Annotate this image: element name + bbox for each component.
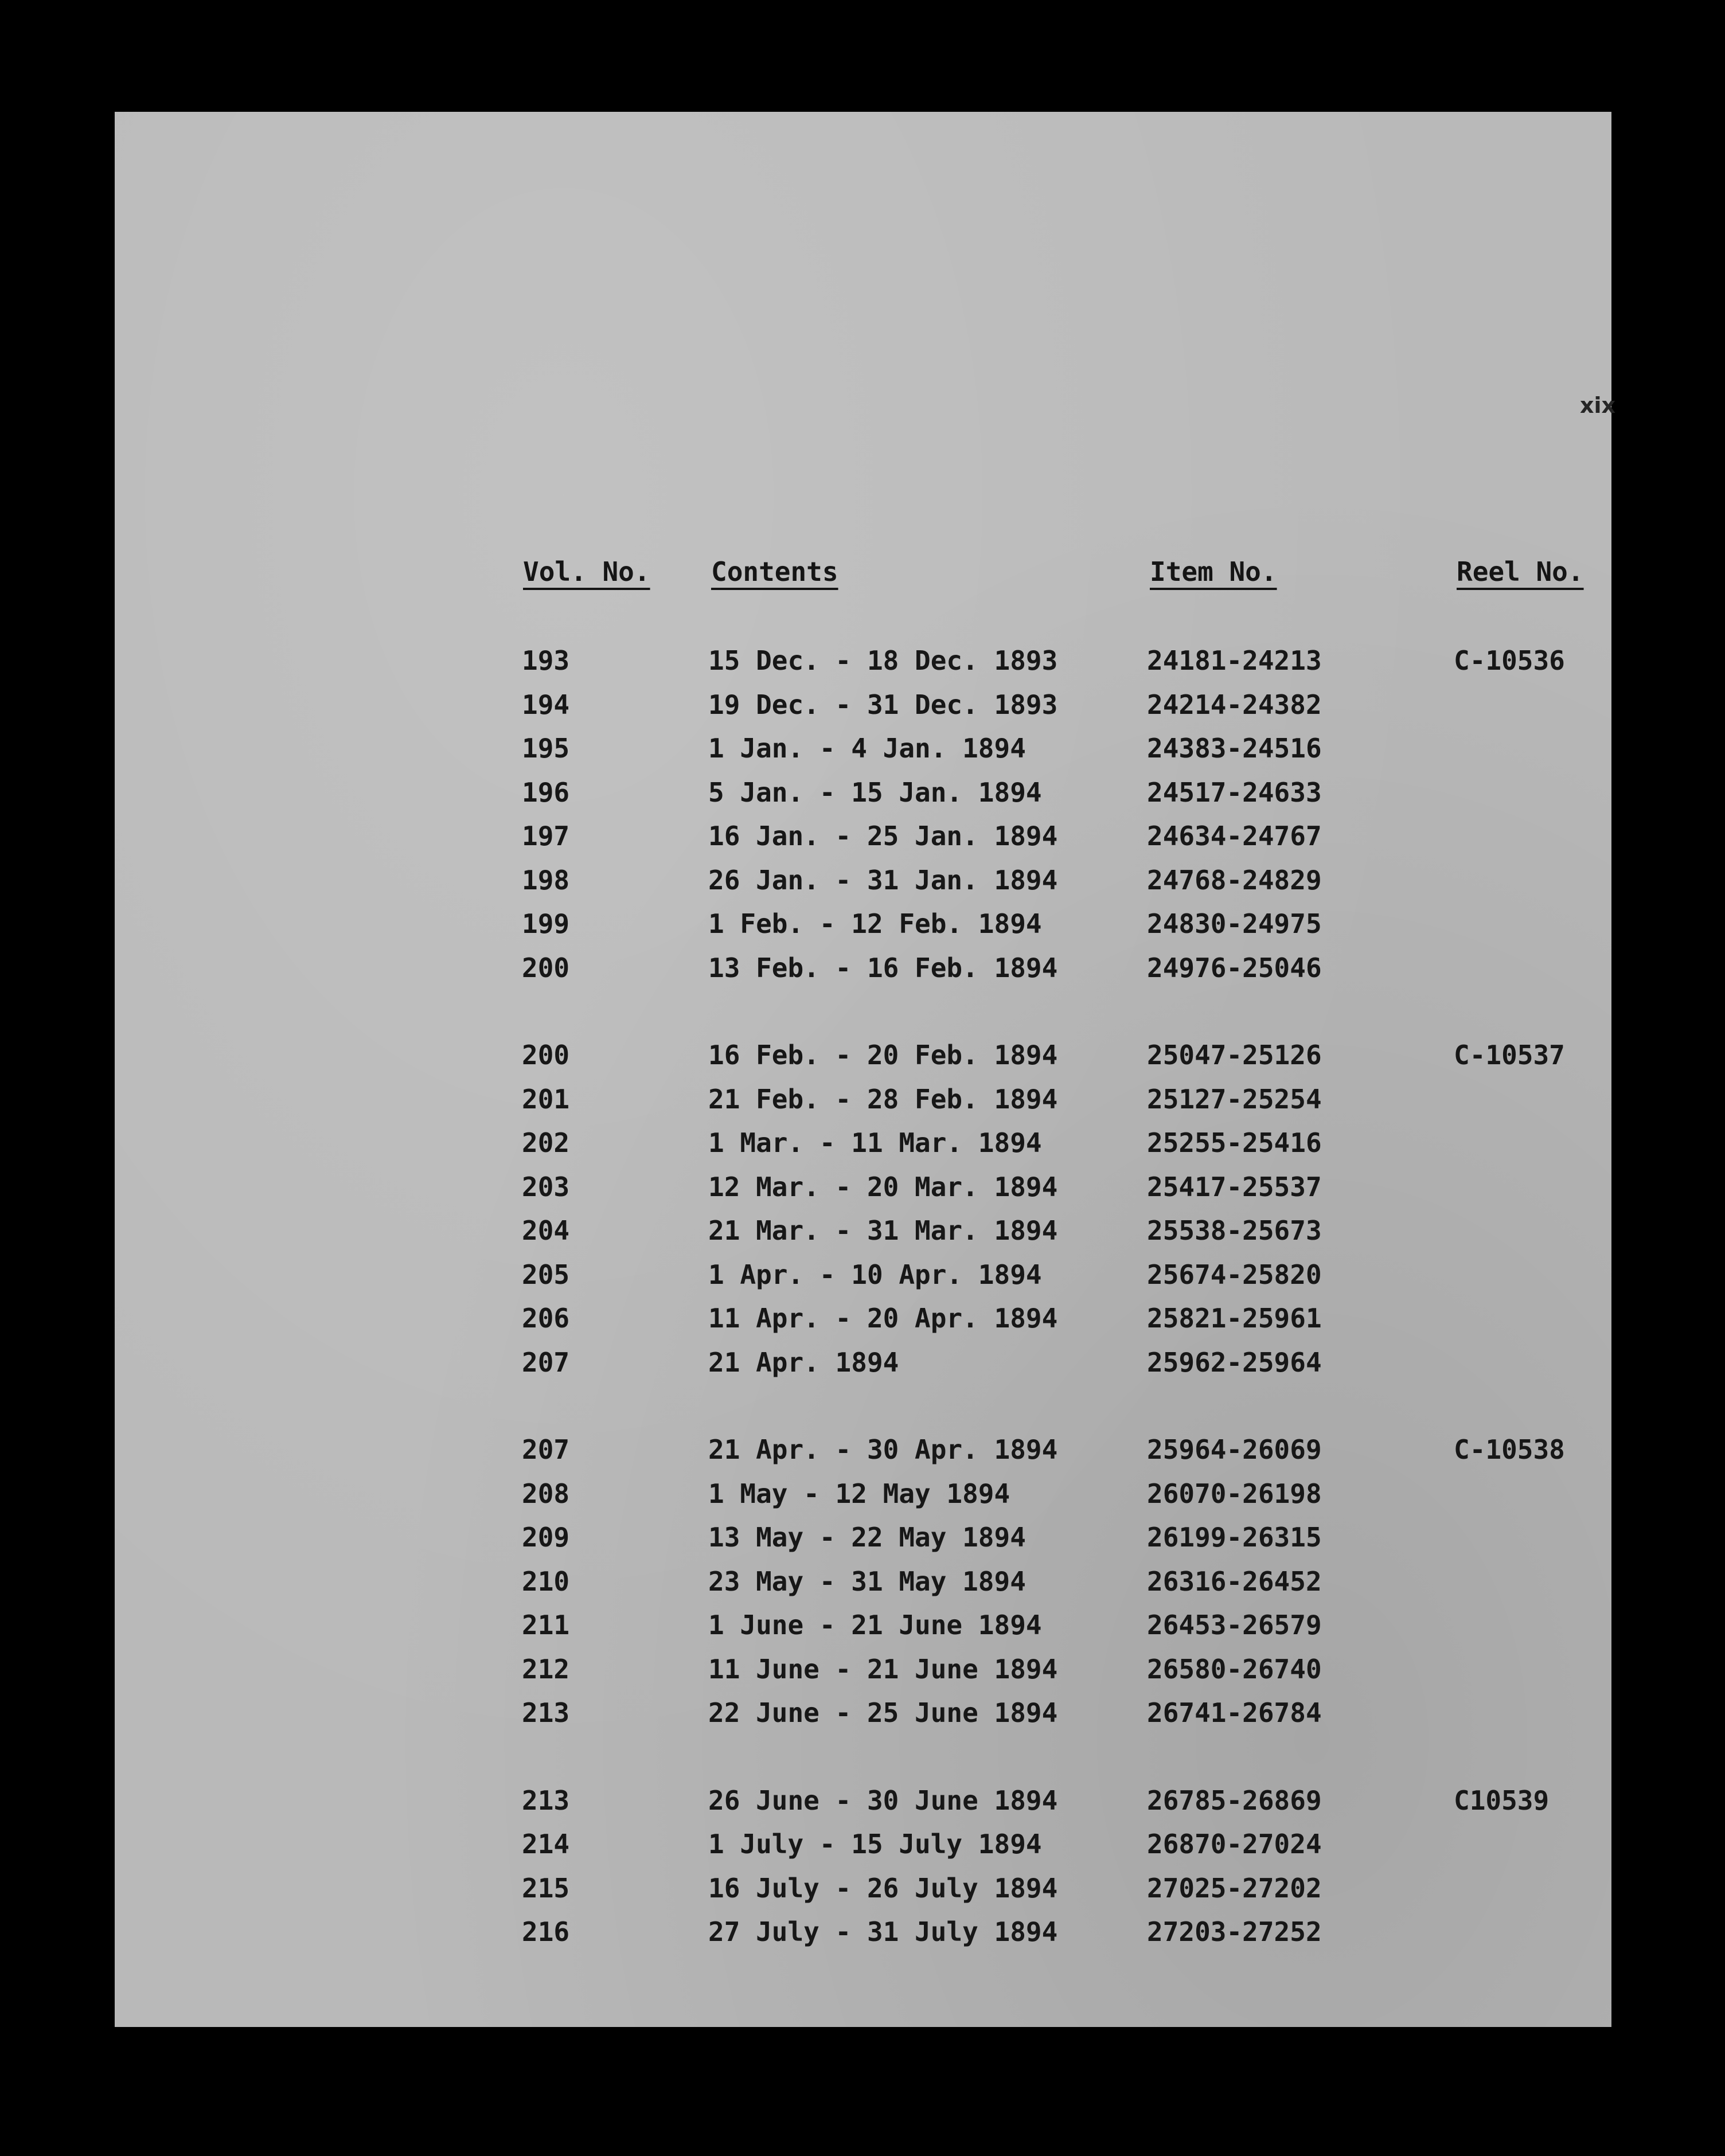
item-no-cell: 24830-24975	[1147, 908, 1322, 939]
vol-no-cell: 211	[522, 1610, 570, 1641]
table-row	[115, 1083, 1322, 1118]
contents-cell: 11 June - 21 June 1894	[708, 1653, 1058, 1685]
contents-cell: 26 Jan. - 31 Jan. 1894	[708, 864, 1058, 896]
vol-no-cell: 207	[522, 1346, 570, 1378]
item-no-cell: 27203-27252	[1147, 1916, 1322, 1947]
contents-cell: 27 July - 31 July 1894	[708, 1916, 1058, 1947]
table-row	[115, 1829, 1322, 1863]
table-row	[115, 1610, 1322, 1644]
item-no-cell: 25821-25961	[1147, 1303, 1322, 1334]
table-row	[115, 1565, 1322, 1600]
contents-cell: 1 July - 15 July 1894	[708, 1829, 1042, 1860]
table-row	[115, 1522, 1322, 1556]
vol-no-cell: 204	[522, 1215, 570, 1246]
contents-cell: 21 Apr. - 30 Apr. 1894	[708, 1434, 1058, 1465]
header-reel-no: Reel No.	[1457, 556, 1584, 587]
table-row	[115, 1346, 1322, 1381]
reel-no-cell: C-10537	[1454, 1040, 1565, 1071]
item-no-cell: 27025-27202	[1147, 1872, 1322, 1904]
reel-no-cell: C10539	[1454, 1784, 1550, 1816]
item-no-cell: 24214-24382	[1147, 689, 1322, 720]
contents-cell: 21 Apr. 1894	[708, 1346, 899, 1378]
item-no-cell: 26070-26198	[1147, 1478, 1322, 1509]
item-no-cell: 24634-24767	[1147, 821, 1322, 852]
vol-no-cell: 206	[522, 1303, 570, 1334]
item-no-cell: 26785-26869	[1147, 1784, 1322, 1816]
header-item-no: Item No.	[1150, 556, 1277, 587]
item-no-cell: 24181-24213	[1147, 645, 1322, 676]
item-no-cell: 26453-26579	[1147, 1610, 1322, 1641]
vol-no-cell: 209	[522, 1522, 570, 1553]
item-no-cell: 24517-24633	[1147, 776, 1322, 808]
contents-cell: 21 Feb. - 28 Feb. 1894	[708, 1083, 1058, 1115]
table-row	[115, 1784, 1550, 1819]
table-row	[115, 821, 1322, 855]
contents-cell: 12 Mar. - 20 Mar. 1894	[708, 1171, 1058, 1202]
contents-cell: 1 Jan. - 4 Jan. 1894	[708, 733, 1026, 764]
document-page	[115, 112, 1616, 2027]
item-no-cell: 25674-25820	[1147, 1259, 1322, 1290]
table-row	[115, 908, 1322, 943]
item-no-cell: 26870-27024	[1147, 1829, 1322, 1860]
vol-no-cell: 201	[522, 1083, 570, 1115]
contents-cell: 15 Dec. - 18 Dec. 1893	[708, 645, 1058, 676]
contents-cell: 21 Mar. - 31 Mar. 1894	[708, 1215, 1058, 1246]
table-row	[115, 645, 1565, 679]
item-no-cell: 26199-26315	[1147, 1522, 1322, 1553]
vol-no-cell: 195	[522, 733, 570, 764]
vol-no-cell: 207	[522, 1434, 570, 1465]
contents-cell: 22 June - 25 June 1894	[708, 1697, 1058, 1728]
header-contents: Contents	[711, 556, 838, 587]
vol-no-cell: 210	[522, 1565, 570, 1597]
item-no-cell: 25962-25964	[1147, 1346, 1322, 1378]
item-no-cell: 26580-26740	[1147, 1653, 1322, 1685]
item-no-cell: 26741-26784	[1147, 1697, 1322, 1728]
table-row	[115, 1478, 1322, 1513]
table-row	[115, 1040, 1565, 1074]
vol-no-cell: 214	[522, 1829, 570, 1860]
table-row	[115, 1127, 1322, 1162]
table-row	[115, 1259, 1322, 1294]
table-row	[115, 1653, 1322, 1688]
contents-cell: 1 Feb. - 12 Feb. 1894	[708, 908, 1042, 939]
contents-cell: 5 Jan. - 15 Jan. 1894	[708, 776, 1042, 808]
item-no-cell: 25127-25254	[1147, 1083, 1322, 1115]
vol-no-cell: 198	[522, 864, 570, 896]
vol-no-cell: 194	[522, 689, 570, 720]
table-row	[115, 864, 1322, 899]
contents-cell: 1 June - 21 June 1894	[708, 1610, 1042, 1641]
item-no-cell: 25047-25126	[1147, 1040, 1322, 1071]
contents-cell: 13 May - 22 May 1894	[708, 1522, 1026, 1553]
contents-cell: 1 May - 12 May 1894	[708, 1478, 1010, 1509]
vol-no-cell: 200	[522, 1040, 570, 1071]
item-no-cell: 24976-25046	[1147, 952, 1322, 983]
item-no-cell: 25964-26069	[1147, 1434, 1322, 1465]
vol-no-cell: 212	[522, 1653, 570, 1685]
vol-no-cell: 200	[522, 952, 570, 983]
table-row	[115, 733, 1322, 767]
vol-no-cell: 203	[522, 1171, 570, 1202]
table-row	[115, 1215, 1322, 1249]
vol-no-cell: 208	[522, 1478, 570, 1509]
item-no-cell: 26316-26452	[1147, 1565, 1322, 1597]
table-row	[115, 1434, 1565, 1468]
vol-no-cell: 196	[522, 776, 570, 808]
table-row	[115, 1916, 1322, 1951]
table-row	[115, 1872, 1322, 1907]
reel-no-cell: C-10538	[1454, 1434, 1565, 1465]
table-row	[115, 689, 1322, 724]
contents-cell: 11 Apr. - 20 Apr. 1894	[708, 1303, 1058, 1334]
contents-cell: 13 Feb. - 16 Feb. 1894	[708, 952, 1058, 983]
contents-cell: 26 June - 30 June 1894	[708, 1784, 1058, 1816]
item-no-cell: 24383-24516	[1147, 733, 1322, 764]
vol-no-cell: 193	[522, 645, 570, 676]
vol-no-cell: 215	[522, 1872, 570, 1904]
item-no-cell: 25538-25673	[1147, 1215, 1322, 1246]
reel-no-cell: C-10536	[1454, 645, 1565, 676]
vol-no-cell: 213	[522, 1697, 570, 1728]
contents-cell: 16 Jan. - 25 Jan. 1894	[708, 821, 1058, 852]
table-row	[115, 776, 1322, 811]
item-no-cell: 25255-25416	[1147, 1127, 1322, 1158]
table-row	[115, 1697, 1322, 1732]
header-vol-no: Vol. No.	[523, 556, 650, 587]
table-row	[115, 952, 1322, 987]
item-no-cell: 24768-24829	[1147, 864, 1322, 896]
vol-no-cell: 216	[522, 1916, 570, 1947]
contents-cell: 1 Apr. - 10 Apr. 1894	[708, 1259, 1042, 1290]
table-row	[115, 1171, 1322, 1206]
vol-no-cell: 205	[522, 1259, 570, 1290]
page-number: xix	[1580, 393, 1616, 418]
vol-no-cell: 197	[522, 821, 570, 852]
contents-cell: 1 Mar. - 11 Mar. 1894	[708, 1127, 1042, 1158]
table-row	[115, 1303, 1322, 1337]
contents-cell: 23 May - 31 May 1894	[708, 1565, 1026, 1597]
item-no-cell: 25417-25537	[1147, 1171, 1322, 1202]
contents-cell: 19 Dec. - 31 Dec. 1893	[708, 689, 1058, 720]
contents-cell: 16 July - 26 July 1894	[708, 1872, 1058, 1904]
vol-no-cell: 202	[522, 1127, 570, 1158]
vol-no-cell: 213	[522, 1784, 570, 1816]
vol-no-cell: 199	[522, 908, 570, 939]
contents-cell: 16 Feb. - 20 Feb. 1894	[708, 1040, 1058, 1071]
